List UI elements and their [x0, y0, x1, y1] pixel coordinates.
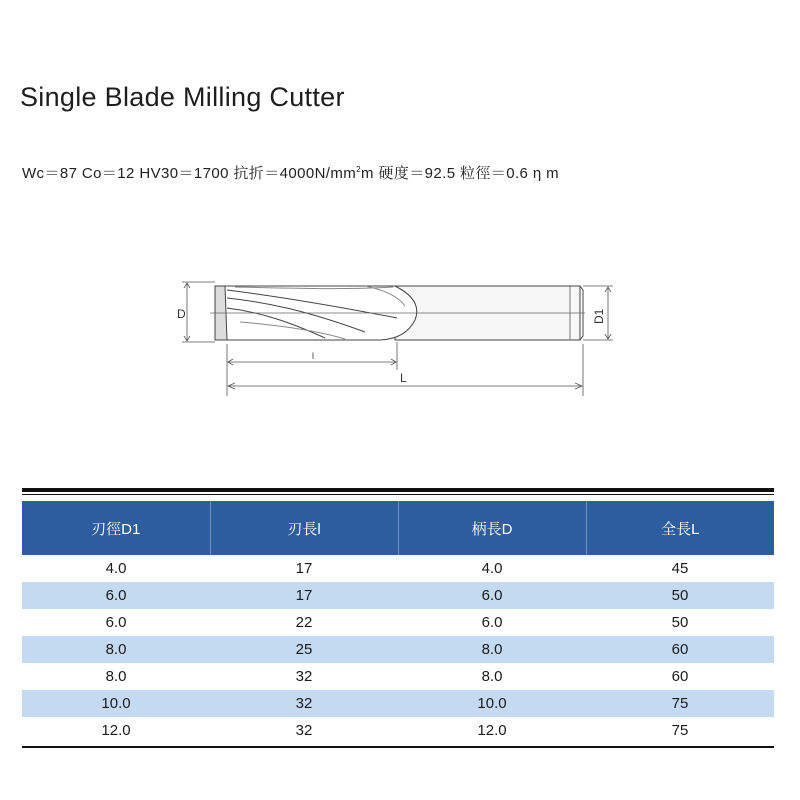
header-flute-length: 刃長l — [210, 501, 398, 555]
table-cell: 4.0 — [481, 560, 503, 577]
table-top-rule — [22, 488, 774, 492]
table-cell: 50 — [586, 582, 774, 609]
table-cell: 60 — [671, 668, 689, 685]
table-cell: 8.0 — [481, 668, 503, 685]
table-cell: 50 — [671, 614, 689, 631]
table-cell: 4.0 — [105, 560, 127, 577]
table-cell: 8.0 — [22, 636, 210, 663]
spec-table — [22, 501, 774, 744]
table-cell: 32 — [295, 722, 313, 739]
table-cell: 75 — [586, 690, 774, 717]
table-top-rule-thin — [22, 494, 774, 495]
table-cell: 10.0 — [22, 690, 210, 717]
page-title: Single Blade Milling Cutter — [20, 82, 345, 112]
table-cell: 25 — [210, 636, 398, 663]
table-cell: 17 — [210, 582, 398, 609]
table-cell: 12.0 — [477, 722, 507, 739]
table-cell: 32 — [295, 668, 313, 685]
table-row — [22, 690, 774, 717]
label-l-small: l — [312, 351, 314, 361]
table-cell: 45 — [671, 560, 689, 577]
table-row — [22, 609, 774, 636]
spec-text-main: Wc＝87 Co＝12 HV30＝1700 抗折＝4000N/mm — [22, 165, 357, 182]
header-cutting-diameter: 刃徑D1 — [22, 501, 210, 555]
label-d1: D1 — [592, 308, 606, 324]
header-shank-diameter: 柄長D — [398, 501, 586, 555]
spec-text-tail: m 硬度＝92.5 粒徑＝0.6 η m — [361, 165, 560, 182]
table-row — [22, 582, 774, 609]
dimension-total-length — [227, 344, 583, 396]
table-cell: 60 — [586, 636, 774, 663]
table-header-row — [22, 501, 774, 555]
table-row — [22, 636, 774, 663]
spec-superscript: 2 — [356, 165, 362, 174]
table-cell: 10.0 — [398, 690, 586, 717]
table-cell: 8.0 — [105, 668, 127, 685]
table-cell: 8.0 — [398, 636, 586, 663]
label-d: D — [177, 307, 186, 321]
table-bottom-rule — [22, 746, 774, 748]
table-cell: 6.0 — [398, 582, 586, 609]
material-spec-line — [22, 162, 559, 183]
header-overall-length: 全長L — [586, 501, 774, 555]
table-cell: 6.0 — [481, 614, 503, 631]
table-cell: 6.0 — [22, 582, 210, 609]
table-row — [22, 663, 774, 690]
table-cell: 32 — [210, 690, 398, 717]
table-cell: 6.0 — [105, 614, 127, 631]
cutter-technical-drawing — [165, 270, 625, 400]
table-cell: 17 — [295, 560, 313, 577]
label-l-total: L — [400, 371, 407, 385]
dimension-d — [182, 282, 215, 342]
table-row — [22, 555, 774, 582]
table-cell: 22 — [295, 614, 313, 631]
table-row — [22, 717, 774, 744]
table-cell: 12.0 — [101, 722, 131, 739]
table-cell: 75 — [671, 722, 689, 739]
